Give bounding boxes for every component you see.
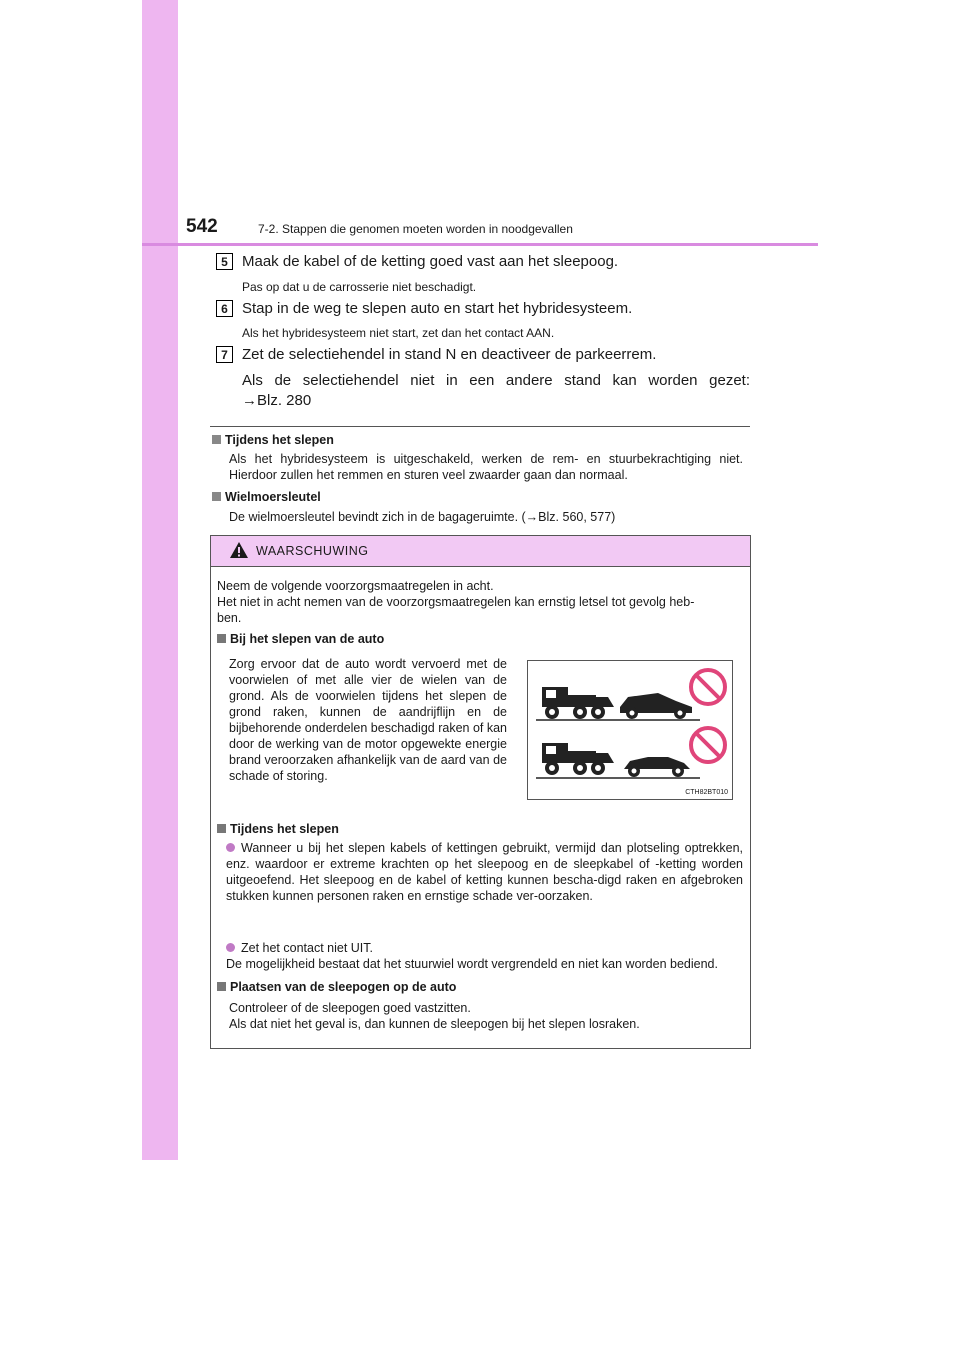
step-number: 5 <box>216 253 233 270</box>
note-body: Als het hybridesysteem is uitgeschakeld, werken de rem- en stuurbekrachtiging niet. Hierdoor zullen het remmen en sturen veel zwaarder gaan dan normaal. <box>229 452 743 482</box>
note-body: De wielmoersleutel bevindt zich in de bagageruimte. (→Blz. 560, 577) <box>229 510 616 524</box>
step-text: Maak de kabel of de ketting goed vast aan het sleepoog. <box>242 253 619 270</box>
note-heading: Tijdens het slepen <box>212 433 334 447</box>
step-text: Zet de selectiehendel in stand N en deactiveer de parkeerrem. <box>242 346 657 363</box>
warning-bullet: Wanneer u bij het slepen kabels of kettingen gebruikt, vermijd dan plotseling optrekken, enz. waardoor er extreme krachten op het sleepoog en de sleepkabel of -ketting worden uitgeoefend. Het sleepoog en de kabel of ketting kunnen bescha-digd raken en afgebroken stukken kunnen personen raken en ernstige schade ver-oorzaken. <box>226 841 743 903</box>
round-bullet-icon <box>226 843 235 852</box>
warning-section-heading: Tijdens het slepen <box>217 822 339 836</box>
page-number: 542 <box>186 216 218 237</box>
warning-box <box>210 535 751 1049</box>
warning-intro: Neem de volgende voorzorgsmaatregelen in acht. Het niet in acht nemen van de voorzorgsmaatregelen kan ernstig letsel tot gevolg heb- ben. <box>217 579 695 625</box>
tow-truck-illustration <box>528 661 732 799</box>
towing-illustration <box>527 660 733 800</box>
warning-section-body: Zorg ervoor dat de auto wordt vervoerd met de voorwielen of met alle vier de wielen van de grond. Als de voorwielen tijdens het slepen de grond raken, kunnen de aandrijflijn en de bijbehorende onderdelen beschadigd raken of kan door de werking van de motor opgewekte energie brand veroorzaken afhankelijk van de aard van de schade of storing. <box>229 657 507 783</box>
warning-section-body: Controleer of de sleepogen goed vastzitten. Als dat niet het geval is, dan kunnen de sleepogen bij het slepen losraken. <box>229 1001 640 1031</box>
round-bullet-icon <box>226 943 235 952</box>
step-5-note: Pas op dat u de carrosserie niet beschadigt. <box>242 280 477 294</box>
warning-header <box>211 536 750 567</box>
warning-title: WAARSCHUWING <box>256 544 369 558</box>
step-text: Stap in de weg te slepen auto en start het hybridesysteem. <box>242 300 633 317</box>
square-bullet-icon <box>217 982 226 991</box>
step-6 <box>216 300 750 317</box>
page-reference: →Blz. 280 <box>242 392 312 409</box>
square-bullet-icon <box>217 824 226 833</box>
note-heading: Wielmoersleutel <box>212 490 321 504</box>
step-number: 6 <box>216 300 233 317</box>
side-tab <box>142 0 178 1160</box>
illustration-code: CTH82BT010 <box>685 789 728 796</box>
warning-section-heading: Plaatsen van de sleepogen op de auto <box>217 980 456 994</box>
square-bullet-icon <box>212 492 221 501</box>
warning-section-heading: Bij het slepen van de auto <box>217 632 384 646</box>
step-number: 7 <box>216 346 233 363</box>
warning-bullet: Zet het contact niet UIT. De mogelijkheid bestaat dat het stuurwiel wordt vergrendeld en niet kan worden bediend. <box>226 941 718 971</box>
chapter-title: 7-2. Stappen die genomen moeten worden in noodgevallen <box>258 222 573 236</box>
square-bullet-icon <box>212 435 221 444</box>
step-7-note: Als de selectiehendel niet in een andere stand kan worden gezet: <box>242 372 750 389</box>
square-bullet-icon <box>217 634 226 643</box>
step-7 <box>216 346 750 363</box>
step-6-note: Als het hybridesysteem niet start, zet dan het contact AAN. <box>242 326 555 340</box>
header-rule <box>142 243 818 246</box>
warning-triangle-icon <box>229 541 249 559</box>
section-divider <box>210 426 750 427</box>
step-5 <box>216 253 750 270</box>
